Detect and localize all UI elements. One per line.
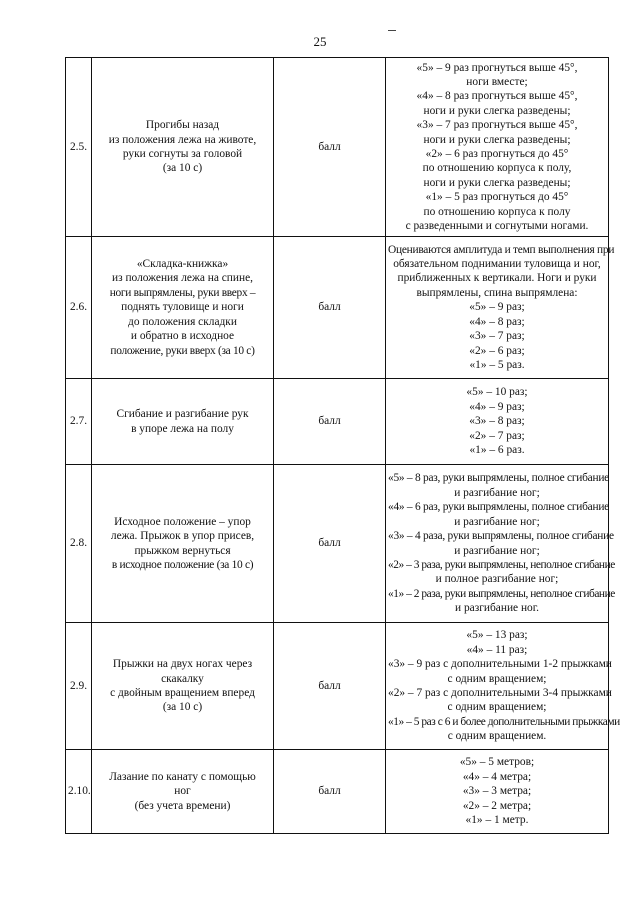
criteria-cell bbox=[386, 465, 615, 623]
criteria-line: «5» – 9 раз; bbox=[469, 301, 525, 314]
exercise-name-cell bbox=[92, 379, 274, 465]
item-number-cell: 2.7. bbox=[66, 379, 92, 465]
criteria-line: «2» – 2 метра; bbox=[462, 799, 532, 812]
exercise-name-line: поднять туловище и ноги bbox=[121, 301, 244, 314]
exercise-name-cell bbox=[92, 750, 274, 834]
criteria-line: по отношению корпуса к полу, bbox=[422, 162, 572, 175]
exercise-name-line: с двойным вращением вперед bbox=[110, 687, 255, 699]
table-row bbox=[66, 379, 609, 465]
exercise-name-line: ног bbox=[174, 785, 191, 798]
criteria-line: «4» – 8 раз прогнуться выше 45°, bbox=[416, 90, 578, 103]
criteria-line: ноги и руки слегка разведены; bbox=[423, 176, 571, 189]
exercise-name-line: из положения лежа на спине, bbox=[112, 272, 253, 285]
criteria-line: «1» – 5 раз прогнуться до 45° bbox=[425, 191, 569, 204]
exercise-name-line: Лазание по канату с помощью bbox=[109, 770, 256, 783]
criteria-line: «5» – 9 раз прогнуться выше 45°, bbox=[416, 61, 578, 74]
criteria-line: «3» – 7 раз прогнуться выше 45°, bbox=[416, 119, 578, 132]
exercise-name-cell bbox=[92, 58, 274, 237]
exercise-name-line: Сгибание и разгибание рук bbox=[116, 408, 249, 421]
criteria-line: ноги вместе; bbox=[466, 75, 528, 88]
unit-cell: балл bbox=[274, 379, 386, 465]
exercise-name-line: (без учета времени) bbox=[134, 799, 231, 812]
criteria-line: «3» – 9 раз с дополнительными 1-2 прыжками bbox=[388, 658, 612, 671]
exercise-name-line: и обратно в исходное bbox=[130, 330, 235, 343]
unit-cell: балл bbox=[274, 623, 386, 750]
exercise-name-cell bbox=[92, 237, 274, 379]
criteria-line: «2» – 6 раз; bbox=[469, 344, 525, 357]
criteria-line: «1» – 5 раз с 6 и более дополнительными прыжками bbox=[388, 715, 620, 728]
criteria-line: «4» – 9 раз; bbox=[469, 400, 525, 413]
criteria-line: Оцениваются амплитуда и темп выполнения при bbox=[388, 243, 615, 256]
criteria-line: с одним вращением; bbox=[447, 672, 547, 685]
criteria-line: по отношению корпуса к полу bbox=[423, 205, 571, 218]
criteria-line: приближенных к вертикали. Ноги и руки bbox=[397, 272, 597, 285]
exercise-name-line: положение, руки вверх (за 10 с) bbox=[110, 344, 255, 357]
criteria-line: «3» – 4 раза, руки выпрямлены, полное сгибание bbox=[388, 530, 614, 543]
criteria-line: «2» – 6 раз прогнуться до 45° bbox=[425, 148, 569, 160]
exercise-name-line: (за 10 с) bbox=[162, 162, 203, 175]
exercise-name-line: Исходное положение – упор bbox=[114, 515, 251, 528]
criteria-line: «4» – 6 раз, руки выпрямлены, полное сгибание bbox=[388, 501, 609, 514]
exercise-name-line: лежа. Прыжок в упор присев, bbox=[110, 530, 255, 543]
criteria-line: «5» – 10 раз; bbox=[466, 386, 528, 399]
criteria-line: и разгибание ног; bbox=[454, 544, 540, 557]
table-row bbox=[66, 750, 609, 834]
criteria-line: ноги и руки слегка разведены; bbox=[423, 104, 571, 117]
criteria-line: с одним вращением. bbox=[447, 730, 547, 743]
table-row bbox=[66, 58, 609, 237]
exercise-name-line: Прогибы назад bbox=[145, 119, 220, 132]
unit-cell: балл bbox=[274, 237, 386, 379]
exercise-name-line: (за 10 с) bbox=[162, 701, 203, 714]
item-number-cell: 2.8. bbox=[66, 465, 92, 623]
exercise-name-line: до положения складки bbox=[128, 315, 237, 328]
criteria-line: «2» – 3 раза, руки выпрямлены, неполное сгибание bbox=[388, 558, 615, 571]
page-number: 25 bbox=[313, 34, 327, 49]
criteria-line: и разгибание ног; bbox=[454, 486, 540, 499]
exercise-name-line: Прыжки на двух ногах через bbox=[112, 658, 253, 671]
exercise-name-line: ноги выпрямлены, руки вверх – bbox=[109, 286, 256, 299]
criteria-line: «3» – 8 раз; bbox=[469, 415, 525, 428]
criteria-line: «5» – 5 метров; bbox=[459, 756, 535, 769]
criteria-line: «1» – 5 раз. bbox=[469, 358, 525, 371]
criteria-line: и полное разгибание ног; bbox=[435, 573, 559, 586]
exercise-name-line: скакалку bbox=[161, 672, 204, 685]
standards-table bbox=[65, 57, 620, 834]
item-number-cell: 2.10. bbox=[66, 750, 92, 834]
table-row bbox=[66, 465, 609, 623]
criteria-cell bbox=[386, 623, 620, 750]
exercise-name-line: прыжком вернуться bbox=[134, 544, 231, 557]
criteria-line: «5» – 8 раз, руки выпрямлены, полное сгибание bbox=[388, 472, 609, 485]
table-row bbox=[66, 623, 609, 750]
criteria-line: и разгибание ног; bbox=[454, 515, 540, 528]
unit-cell: балл bbox=[274, 465, 386, 623]
criteria-line: с разведенными и согнутыми ногами. bbox=[405, 220, 589, 233]
criteria-line: «1» – 6 раз. bbox=[469, 444, 525, 457]
table-row bbox=[66, 237, 609, 379]
criteria-line: «3» – 3 метра; bbox=[462, 785, 532, 798]
exercise-name-cell bbox=[92, 465, 274, 623]
criteria-cell bbox=[386, 237, 615, 379]
criteria-line: обязательном поднимании туловища и ног, bbox=[393, 258, 601, 271]
criteria-line: «4» – 11 раз; bbox=[466, 643, 528, 656]
criteria-line: «5» – 13 раз; bbox=[466, 629, 528, 642]
criteria-line: с одним вращением; bbox=[447, 701, 547, 714]
criteria-line: ноги и руки слегка разведены; bbox=[423, 133, 571, 146]
criteria-line: «2» – 7 раз с дополнительными 3-4 прыжками bbox=[388, 687, 612, 699]
criteria-line: и разгибание ног. bbox=[455, 602, 539, 615]
criteria-line: «1» – 2 раза, руки выпрямлены, неполное сгибание bbox=[388, 587, 615, 600]
exercise-name-line: руки согнуты за головой bbox=[122, 148, 243, 160]
unit-cell: балл bbox=[274, 58, 386, 237]
criteria-line: «4» – 8 раз; bbox=[469, 315, 525, 328]
exercise-name-cell bbox=[92, 623, 274, 750]
exercise-name-line: из положения лежа на животе, bbox=[108, 133, 257, 146]
criteria-line: выпрямлены, спина выпрямлена: bbox=[416, 286, 578, 299]
scan-mark bbox=[388, 30, 396, 31]
criteria-line: «4» – 4 метра; bbox=[462, 770, 532, 783]
item-number-cell: 2.6. bbox=[66, 237, 92, 379]
item-number-cell: 2.5. bbox=[66, 58, 92, 237]
exercise-name-line: в исходное положение (за 10 с) bbox=[111, 558, 254, 571]
criteria-cell bbox=[386, 750, 609, 834]
exercise-name-line: «Складка-книжка» bbox=[136, 258, 229, 271]
criteria-line: «2» – 7 раз; bbox=[469, 429, 525, 442]
criteria-line: «3» – 7 раз; bbox=[469, 330, 525, 343]
criteria-cell bbox=[386, 58, 609, 237]
unit-cell: балл bbox=[274, 750, 386, 834]
item-number-cell: 2.9. bbox=[66, 623, 92, 750]
exercise-name-line: в упоре лежа на полу bbox=[131, 422, 234, 435]
criteria-line: «1» – 1 метр. bbox=[465, 814, 529, 827]
criteria-cell bbox=[386, 379, 609, 465]
